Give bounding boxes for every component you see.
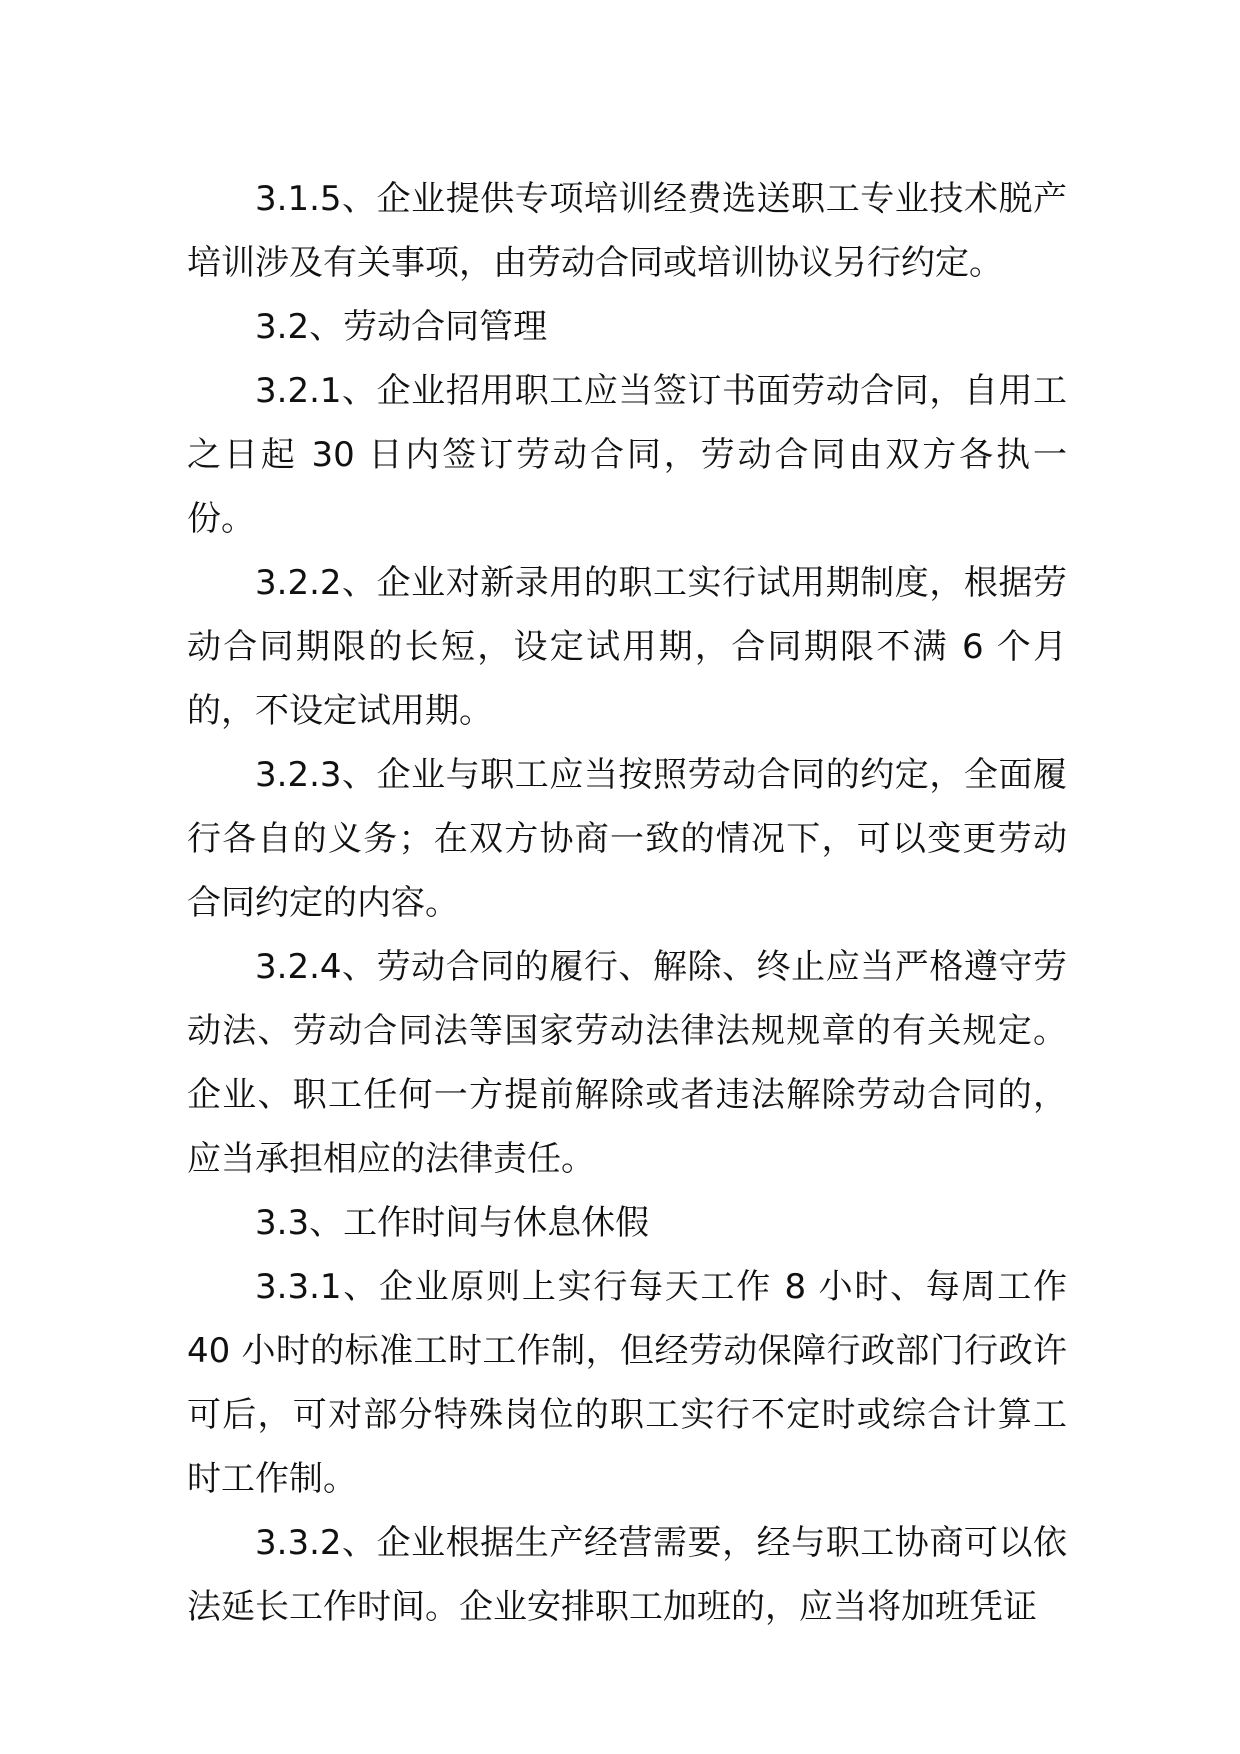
- heading-3-2-labor-contract-management: 3.2、劳动合同管理: [255, 307, 548, 347]
- paragraph-3-2-3: 3.2.3、企业与职工应当按照劳动合同的约定，全面履行各自的义务；在双方协商一致的情况下，可以变更劳动合同约定的内容。: [187, 755, 1067, 923]
- paragraph-3-2-4: 3.2.4、劳动合同的履行、解除、终止应当严格遵守劳动法、劳动合同法等国家劳动法律法规规章的有关规定。企业、职工任何一方提前解除或者违法解除劳动合同的，应当承担相应的法律责任。: [187, 947, 1067, 1179]
- paragraph-3-2-2: 3.2.2、企业对新录用的职工实行试用期制度，根据劳动合同期限的长短，设定试用期，合同期限不满 6 个月的，不设定试用期。: [187, 563, 1067, 731]
- paragraph-3-3-2: 3.3.2、企业根据生产经营需要，经与职工协商可以依法延长工作时间。企业安排职工加班的，应当将加班凭证: [187, 1523, 1067, 1627]
- paragraph-3-1-5: 3.1.5、企业提供专项培训经费选送职工专业技术脱产培训涉及有关事项，由劳动合同或培训协议另行约定。: [187, 179, 1067, 283]
- paragraph-3-3-1: 3.3.1、企业原则上实行每天工作 8 小时、每周工作 40 小时的标准工时工作制，但经劳动保障行政部门行政许可后，可对部分特殊岗位的职工实行不定时或综合计算工时工作制。: [187, 1267, 1067, 1499]
- document-body: [187, 167, 1067, 1639]
- heading-3-3-working-hours-and-leave: 3.3、工作时间与休息休假: [255, 1203, 650, 1243]
- paragraph-3-2-1: 3.2.1、企业招用职工应当签订书面劳动合同，自用工之日起 30 日内签订劳动合同，劳动合同由双方各执一份。: [187, 371, 1067, 539]
